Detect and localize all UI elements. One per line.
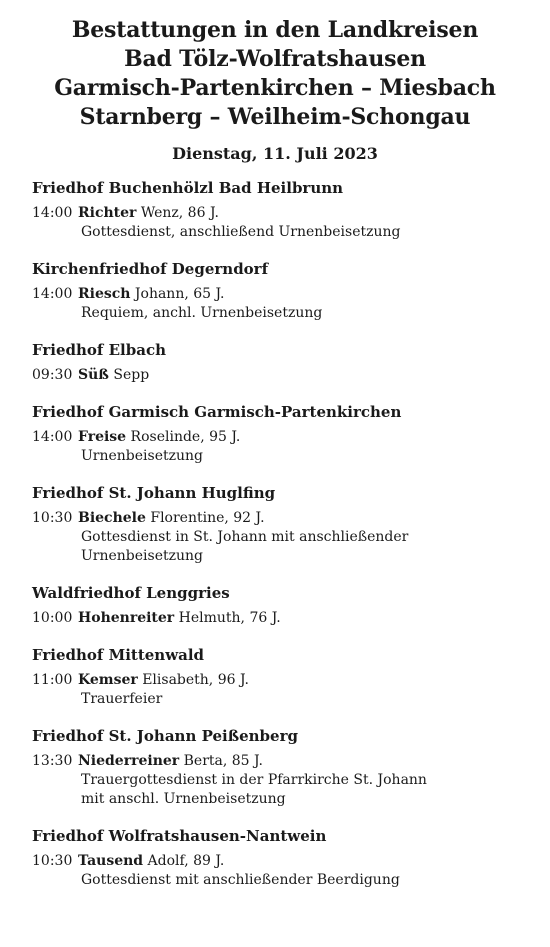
title-line: Bad Tölz-Wolfratshausen bbox=[124, 46, 426, 72]
deceased-name-age: Adolf, 89 J. bbox=[147, 853, 225, 869]
title-line: Bestattungen in den Landkreisen bbox=[71, 17, 479, 43]
cemetery-section bbox=[32, 645, 530, 709]
entry-line bbox=[32, 428, 530, 447]
funeral-entry bbox=[32, 852, 530, 890]
funeral-entry bbox=[32, 609, 530, 628]
funeral-entry bbox=[32, 509, 530, 566]
cemetery-section bbox=[32, 726, 530, 809]
cemetery-name: Waldfriedhof Lenggries bbox=[32, 584, 230, 602]
funeral-time: 09:30 bbox=[32, 367, 73, 383]
entry-line bbox=[32, 285, 530, 304]
funeral-time: 10:30 bbox=[32, 510, 73, 526]
deceased-surname: Kemser bbox=[78, 672, 138, 688]
cemetery-name: Friedhof St. Johann Huglfing bbox=[32, 484, 276, 502]
deceased-name-age: Roselinde, 95 J. bbox=[130, 429, 241, 445]
deceased-name-age: Johann, 65 J. bbox=[134, 286, 225, 302]
funeral-listings bbox=[0, 178, 550, 890]
cemetery-name: Friedhof St. Johann Peißenberg bbox=[32, 727, 298, 745]
cemetery-section bbox=[32, 402, 530, 466]
deceased-surname: Süß bbox=[78, 367, 109, 383]
funeral-time: 14:00 bbox=[32, 286, 73, 302]
service-detail: Gottesdienst, anschließend Urnenbeisetzung bbox=[81, 224, 401, 240]
funeral-entry bbox=[32, 671, 530, 709]
deceased-name-age: Wenz, 86 J. bbox=[140, 205, 219, 221]
service-detail: Gottesdienst in St. Johann mit anschließender bbox=[81, 529, 409, 545]
entry-line bbox=[32, 609, 530, 628]
cemetery-name: Kirchenfriedhof Degerndorf bbox=[32, 260, 269, 278]
funeral-entry bbox=[32, 428, 530, 466]
cemetery-name: Friedhof Elbach bbox=[32, 341, 166, 359]
deceased-name-age: Sepp bbox=[113, 367, 150, 383]
publication-date: Dienstag, 11. Juli 2023 bbox=[172, 144, 378, 163]
cemetery-name: Friedhof Mittenwald bbox=[32, 646, 205, 664]
deceased-surname: Freise bbox=[78, 429, 127, 445]
service-detail: Gottesdienst mit anschließender Beerdigung bbox=[81, 872, 400, 888]
cemetery-section bbox=[32, 483, 530, 566]
deceased-surname: Tausend bbox=[78, 853, 144, 869]
deceased-name-age: Elisabeth, 96 J. bbox=[142, 672, 249, 688]
funeral-time: 10:30 bbox=[32, 853, 73, 869]
deceased-surname: Biechele bbox=[78, 510, 146, 526]
cemetery-section bbox=[32, 340, 530, 385]
deceased-surname: Hohenreiter bbox=[78, 610, 175, 626]
cemetery-section bbox=[32, 259, 530, 323]
cemetery-name: Friedhof Wolfratshausen-Nantwein bbox=[32, 827, 327, 845]
deceased-name-age: Berta, 85 J. bbox=[183, 753, 264, 769]
service-detail: mit anschl. Urnenbeisetzung bbox=[81, 791, 286, 807]
title-line: Starnberg – Weilheim-Schongau bbox=[79, 104, 471, 130]
service-detail: Urnenbeisetzung bbox=[81, 548, 204, 564]
cemetery-name: Friedhof Garmisch Garmisch-Partenkirchen bbox=[32, 403, 402, 421]
deceased-surname: Riesch bbox=[78, 286, 131, 302]
deceased-surname: Niederreiner bbox=[78, 753, 180, 769]
deceased-surname: Richter bbox=[78, 205, 137, 221]
funeral-entry bbox=[32, 204, 530, 242]
funeral-time: 14:00 bbox=[32, 429, 73, 445]
title-line: Garmisch-Partenkirchen – Miesbach bbox=[54, 75, 496, 101]
entry-line bbox=[32, 204, 530, 223]
entry-line bbox=[32, 366, 530, 385]
page-title bbox=[0, 16, 550, 132]
entry-line bbox=[32, 752, 530, 771]
funeral-time: 11:00 bbox=[32, 672, 73, 688]
funeral-time: 13:30 bbox=[32, 753, 73, 769]
funeral-entry bbox=[32, 285, 530, 323]
cemetery-name: Friedhof Buchenhölzl Bad Heilbrunn bbox=[32, 179, 344, 197]
entry-line bbox=[32, 671, 530, 690]
deceased-name-age: Florentine, 92 J. bbox=[150, 510, 265, 526]
entry-line bbox=[32, 509, 530, 528]
service-detail: Urnenbeisetzung bbox=[81, 448, 204, 464]
cemetery-section bbox=[32, 178, 530, 242]
funeral-time: 10:00 bbox=[32, 610, 73, 626]
service-detail: Trauergottesdienst in der Pfarrkirche St. Johann bbox=[81, 772, 427, 788]
funeral-entry bbox=[32, 366, 530, 385]
deceased-name-age: Helmuth, 76 J. bbox=[178, 610, 281, 626]
funeral-entry bbox=[32, 752, 530, 809]
service-detail: Requiem, anchl. Urnenbeisetzung bbox=[81, 305, 323, 321]
service-detail: Trauerfeier bbox=[81, 691, 163, 707]
entry-line bbox=[32, 852, 530, 871]
cemetery-section bbox=[32, 583, 530, 628]
funeral-time: 14:00 bbox=[32, 205, 73, 221]
cemetery-section bbox=[32, 826, 530, 890]
